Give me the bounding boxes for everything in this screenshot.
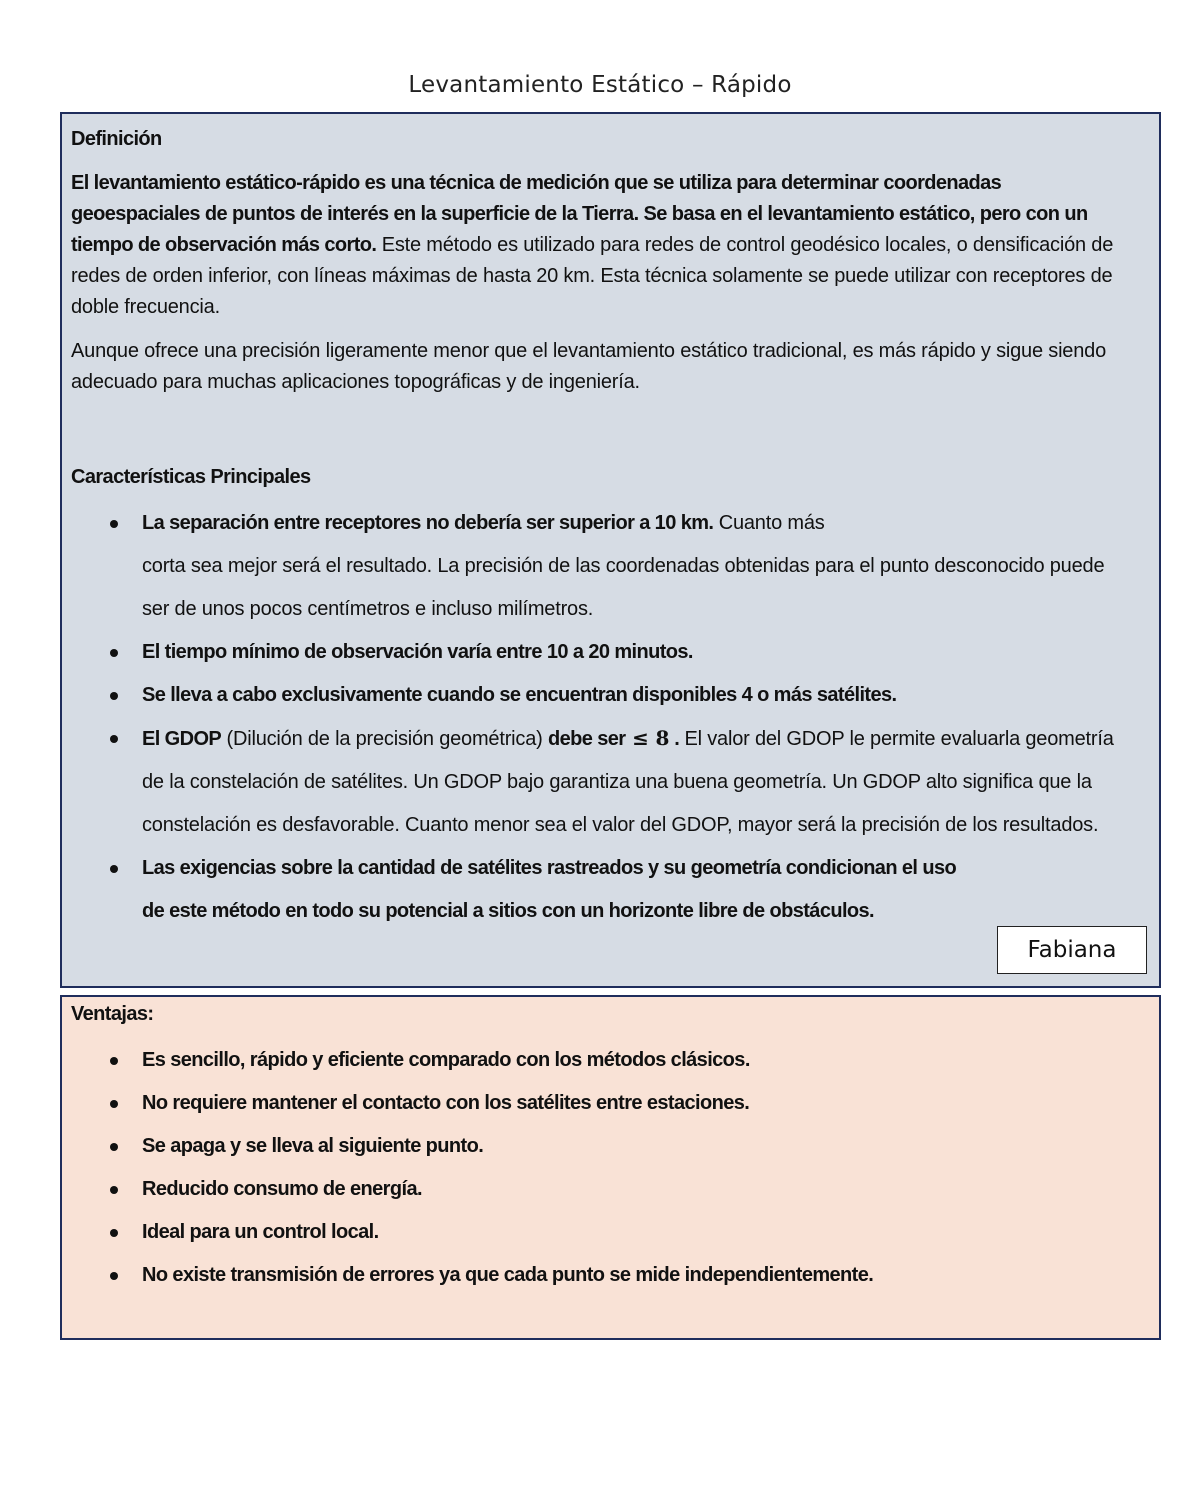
list-item: [71, 674, 1131, 717]
feature-5-bold: Las exigencias sobre la cantidad de satélites rastreados y su geometría condicionan el uso de este método en todo su potencial a sitios con un horizonte libre de obstáculos.: [142, 857, 957, 922]
gdop-formula: ≤ 8: [625, 726, 670, 750]
list-item: [71, 1039, 1131, 1082]
feature-2-bold: El tiempo mínimo de observación varía entre 10 a 20 minutos.: [142, 641, 693, 663]
feature-4-bold-b: debe ser: [547, 728, 626, 750]
precision-paragraph: Aunque ofrece una precisión ligeramente menor que el levantamiento estático tradicional, es más rápido y sigue siendo adecuado para muchas aplicaciones topográficas y de ingeniería.: [71, 340, 1106, 393]
feature-1-text-b: corta sea mejor será el resultado. La precisión de las coordenadas obtenidas para el punto desconocido puede ser de unos pocos centímetros e incluso milímetros.: [142, 555, 1105, 620]
advantage-1: Es sencillo, rápido y eficiente comparado con los métodos clásicos.: [142, 1049, 750, 1071]
list-item: [71, 502, 1131, 631]
advantages-heading: Ventajas:: [71, 1003, 154, 1025]
advantages-box: [60, 995, 1161, 1340]
advantage-3: Se apaga y se lleva al siguiente punto.: [142, 1135, 484, 1157]
feature-3-bold: Se lleva a cabo exclusivamente cuando se encuentran disponibles 4 o más satélites.: [142, 684, 897, 706]
advantage-6: No existe transmisión de errores ya que cada punto se mide independientemente.: [142, 1264, 874, 1286]
definition-heading: Definición: [71, 128, 162, 150]
definition-regular-text: Este método es utilizado para redes de control geodésico locales, o densificación de redes de orden inferior, con líneas máximas de hasta 20 km. Esta técnica solamente se puede utilizar con receptores de doble frecuencia.: [71, 234, 1114, 318]
list-item: [71, 1125, 1131, 1168]
definition-paragraph: [71, 168, 1131, 323]
advantage-5: Ideal para un control local.: [142, 1221, 379, 1243]
list-item: [71, 717, 1131, 847]
features-heading: Características Principales: [71, 466, 311, 488]
author-name-box: Fabiana: [997, 926, 1147, 974]
feature-4-bold-a: El GDOP: [142, 728, 222, 750]
list-item: [71, 1082, 1131, 1125]
list-item: [71, 1211, 1131, 1254]
definition-bold-text: El levantamiento estático-rápido es una técnica de medición que se utiliza para determinar coordenadas geoespaciales de puntos de interés en la superficie de la Tierra. Se basa en el levantamiento estático, pero con un tiempo de observación más corto.: [71, 172, 1088, 256]
feature-1-bold: La separación entre receptores no debería ser superior a 10 km.: [142, 512, 714, 534]
feature-1-text-a: Cuanto más: [713, 512, 825, 534]
list-item: [71, 631, 1131, 674]
features-list: [71, 502, 1131, 933]
feature-4-text-b: El valor del GDOP le permite evaluarla geometría de la constelación de satélites. Un GDOP bajo garantiza una buena geometría. Un GDOP alto significa que la constelación es desfavorable. Cuanto menor sea el valor del GDOP, mayor será la precisión de los resultados.: [142, 728, 1114, 836]
definition-box: [60, 112, 1161, 988]
feature-4-bold-c: .: [669, 728, 680, 750]
list-item: [71, 847, 1131, 933]
advantages-list: [71, 1039, 1131, 1297]
feature-4-text-a: (Dilución de la precisión geométrica): [221, 728, 548, 750]
advantage-2: No requiere mantener el contacto con los satélites entre estaciones.: [142, 1092, 750, 1114]
advantage-4: Reducido consumo de energía.: [142, 1178, 422, 1200]
list-item: [71, 1254, 1131, 1297]
list-item: [71, 1168, 1131, 1211]
page-title: Levantamiento Estático – Rápido: [408, 72, 792, 98]
